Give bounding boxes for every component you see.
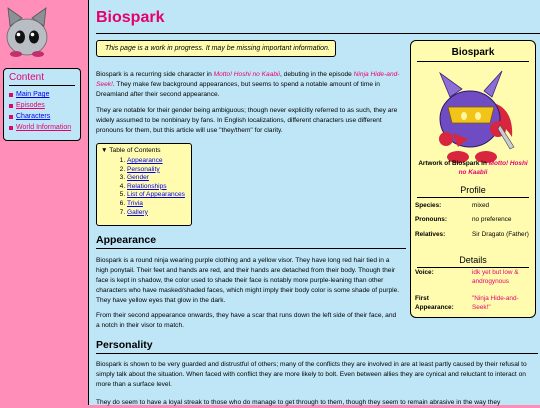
voice-label: Voice: (415, 269, 434, 276)
bullet-icon (9, 126, 13, 130)
artwork-caption: Artwork of Biospark in Motto! Hoshi no Kaabii (418, 160, 528, 176)
bullet-icon (9, 115, 13, 119)
toc-item (127, 166, 185, 175)
toc-link-gender[interactable]: Gender (127, 174, 149, 182)
episode-link[interactable]: Ninja Hide-and-Seek! (96, 71, 400, 88)
caption-show-link[interactable]: Motto! Hoshi no Kaabii (458, 160, 528, 176)
species-label: Species: (415, 202, 442, 209)
toc-item (127, 200, 185, 209)
infobox-divider (417, 267, 529, 268)
section-divider (96, 353, 538, 354)
relatives-label: Relatives: (415, 231, 446, 238)
infobox-divider (417, 197, 529, 198)
sidebar-item-characters[interactable] (9, 111, 80, 122)
toc-link-trivia[interactable]: Trivia (127, 199, 143, 207)
pronouns-value: no preference (472, 216, 512, 223)
section-heading-personality: Personality (96, 339, 153, 351)
first-appearance-value[interactable]: "Ninja Hide-and-Seek!" (472, 295, 519, 311)
appearance-paragraph-1: Biospark is a round ninja wearing purple clothing and a yellow visor. They have long red hair tied in a high ponytail. Their feet and hands are red, and their hands are detached from their body. Though their face is kept in shadow, the color used to shade their face is notably more purple-leaning than other characters who have masked/shaded faces, which might imply their body color is some shade of purple. They have yellow eyes that glow in the dark. (96, 257, 400, 304)
sidebar-divider (9, 85, 75, 86)
species-value: mixed (472, 202, 490, 209)
show-title-link[interactable]: Motto! Hoshi no Kaabii (213, 71, 280, 78)
bullet-icon (9, 104, 13, 108)
sidebar-item-world-information[interactable] (9, 122, 80, 133)
sidebar-item-main-page[interactable] (9, 89, 80, 100)
triangle-down-icon[interactable]: ▼ (101, 147, 108, 154)
relatives-value: Sir Dragato (Father) (472, 231, 529, 238)
toc-item (127, 157, 185, 166)
personality-paragraph-2: They do seem to have a loyal streak to those who do manage to get through to them, though they seem to remain abrasive in the way they (96, 399, 501, 406)
sidebar-link-main-page[interactable]: Main Page (16, 91, 50, 98)
toc-link-personality[interactable]: Personality (127, 165, 160, 173)
sidebar-item-episodes[interactable] (9, 100, 80, 111)
sidebar-list (4, 89, 80, 133)
first-appearance-label: First Appearance: (415, 295, 454, 311)
character-artwork[interactable] (428, 67, 520, 167)
article-main (88, 0, 540, 405)
title-divider (96, 33, 540, 34)
appearance-paragraph-2: From their second appearance onwards, they have a scar that runs down the left side of their face, and a notch in their visor to match. (96, 312, 397, 329)
section-divider (96, 248, 406, 249)
toc-list (99, 157, 185, 217)
infobox-title: Biospark (451, 47, 495, 58)
intro-paragraph-1: Biospark is a recurring side character in Motto! Hoshi no Kaabii, debuting in the episode Ninja Hide-and-Seek!. They make few background appearances, but seems to spend a notable amount of time in Dreamland after their second appearance. (96, 71, 400, 98)
toc-link-relationships[interactable]: Relationships (127, 182, 167, 190)
toc-link-gallery[interactable]: Gallery (127, 208, 148, 216)
infobox-divider (417, 61, 529, 62)
toc-item (127, 174, 185, 183)
sidebar-link-characters[interactable]: Characters (16, 113, 51, 120)
table-of-contents (96, 143, 192, 226)
sidebar-heading: Content (9, 72, 45, 83)
sidebar-content (3, 68, 81, 141)
wip-notice: This page is a work in progress. It may be missing important information. (96, 40, 336, 57)
page-title: Biospark (96, 9, 165, 26)
infobox-profile-heading: Profile (460, 185, 486, 195)
sidebar-link-world-information[interactable]: World Information (16, 124, 72, 131)
toc-header[interactable]: ▼ Table of Contents (101, 147, 161, 154)
sidebar-link-episodes[interactable]: Episodes (16, 102, 45, 109)
pronouns-label: Pronouns: (415, 216, 447, 223)
bullet-icon (9, 93, 13, 97)
intro-paragraph-2: They are notable for their gender being ambiguous; though never explicitly referred to as such, they are widely assumed to be nonbinary by fans. In English localizations, different characters use different pronouns for them, but this article will use "they/them" for clarity. (96, 107, 398, 134)
voice-value: idk yet but low & androgynous (472, 269, 519, 285)
toc-link-appearance[interactable]: Appearance (127, 157, 163, 164)
personality-paragraph-1: Biospark is shown to be very guarded and distrustful of others; many of the conflicts they are involved in are at least partly caused by their refusal to simply talk about the situation. When faced with conflict they are more likely to bolt. Even between allies they are cynical and reluctant to interact on more than a surface level. (96, 361, 527, 388)
toc-link-list-of-appearances[interactable]: List of Appearances (127, 191, 185, 199)
character-infobox (410, 40, 536, 318)
section-heading-appearance: Appearance (96, 234, 157, 246)
toc-item (127, 209, 185, 218)
toc-item (127, 183, 185, 192)
infobox-details-heading: Details (459, 255, 487, 265)
toc-item (127, 191, 185, 200)
site-logo[interactable] (2, 4, 52, 60)
